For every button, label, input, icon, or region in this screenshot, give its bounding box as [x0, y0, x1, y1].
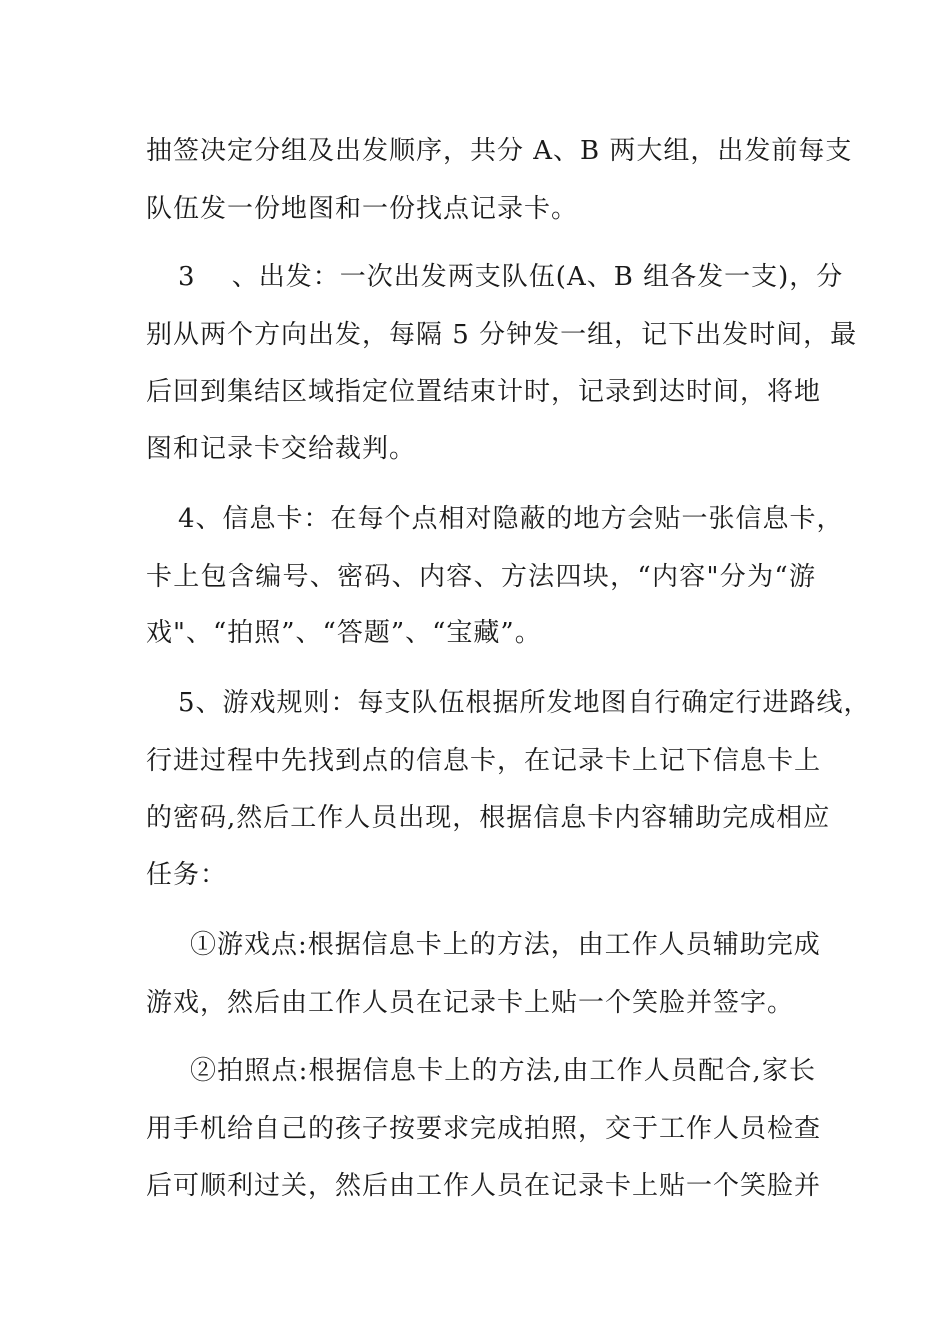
text-line: 后可顺利过关，然后由工作人员在记录卡上贴一个笑脸并	[146, 1171, 822, 1201]
text-line: 用手机给自己的孩子按要求完成拍照，交于工作人员检查	[146, 1114, 822, 1144]
text-line: 抽签决定分组及出发顺序，共分 A、B 两大组，出发前每支	[146, 136, 853, 166]
text-line: 的密码,然后工作人员出现，根据信息卡内容辅助完成相应	[146, 803, 831, 833]
text-line: 队伍发一份地图和一份找点记录卡。	[146, 194, 579, 224]
text-line: ①游戏点:根据信息卡上的方法，由工作人员辅助完成	[190, 930, 821, 960]
text-line: 5、游戏规则：每支队伍根据所发地图自行确定行进路线，	[178, 688, 871, 718]
text-line: 3 、出发：一次出发两支队伍(A、B 组各发一支)，分	[178, 262, 844, 292]
text-line: 4、信息卡：在每个点相对隐蔽的地方会贴一张信息卡，	[178, 504, 844, 534]
text-line: 卡上包含编号、密码、内容、方法四块，“内容"分为“游	[146, 562, 816, 592]
text-line: 图和记录卡交给裁判。	[146, 434, 417, 464]
text-line: 任务：	[146, 860, 228, 890]
text-line: 别从两个方向出发，每隔 5 分钟发一组，记下出发时间，最	[146, 320, 858, 350]
text-line: 戏"、“拍照”、“答题”、“宝藏”。	[146, 618, 542, 648]
text-line: 游戏，然后由工作人员在记录卡上贴一个笑脸并签字。	[146, 988, 795, 1018]
text-line: ②拍照点:根据信息卡上的方法,由工作人员配合,家长	[190, 1056, 816, 1086]
text-line: 行进过程中先找到点的信息卡，在记录卡上记下信息卡上	[146, 746, 822, 776]
text-line: 后回到集结区域指定位置结束计时，记录到达时间，将地	[146, 377, 822, 407]
